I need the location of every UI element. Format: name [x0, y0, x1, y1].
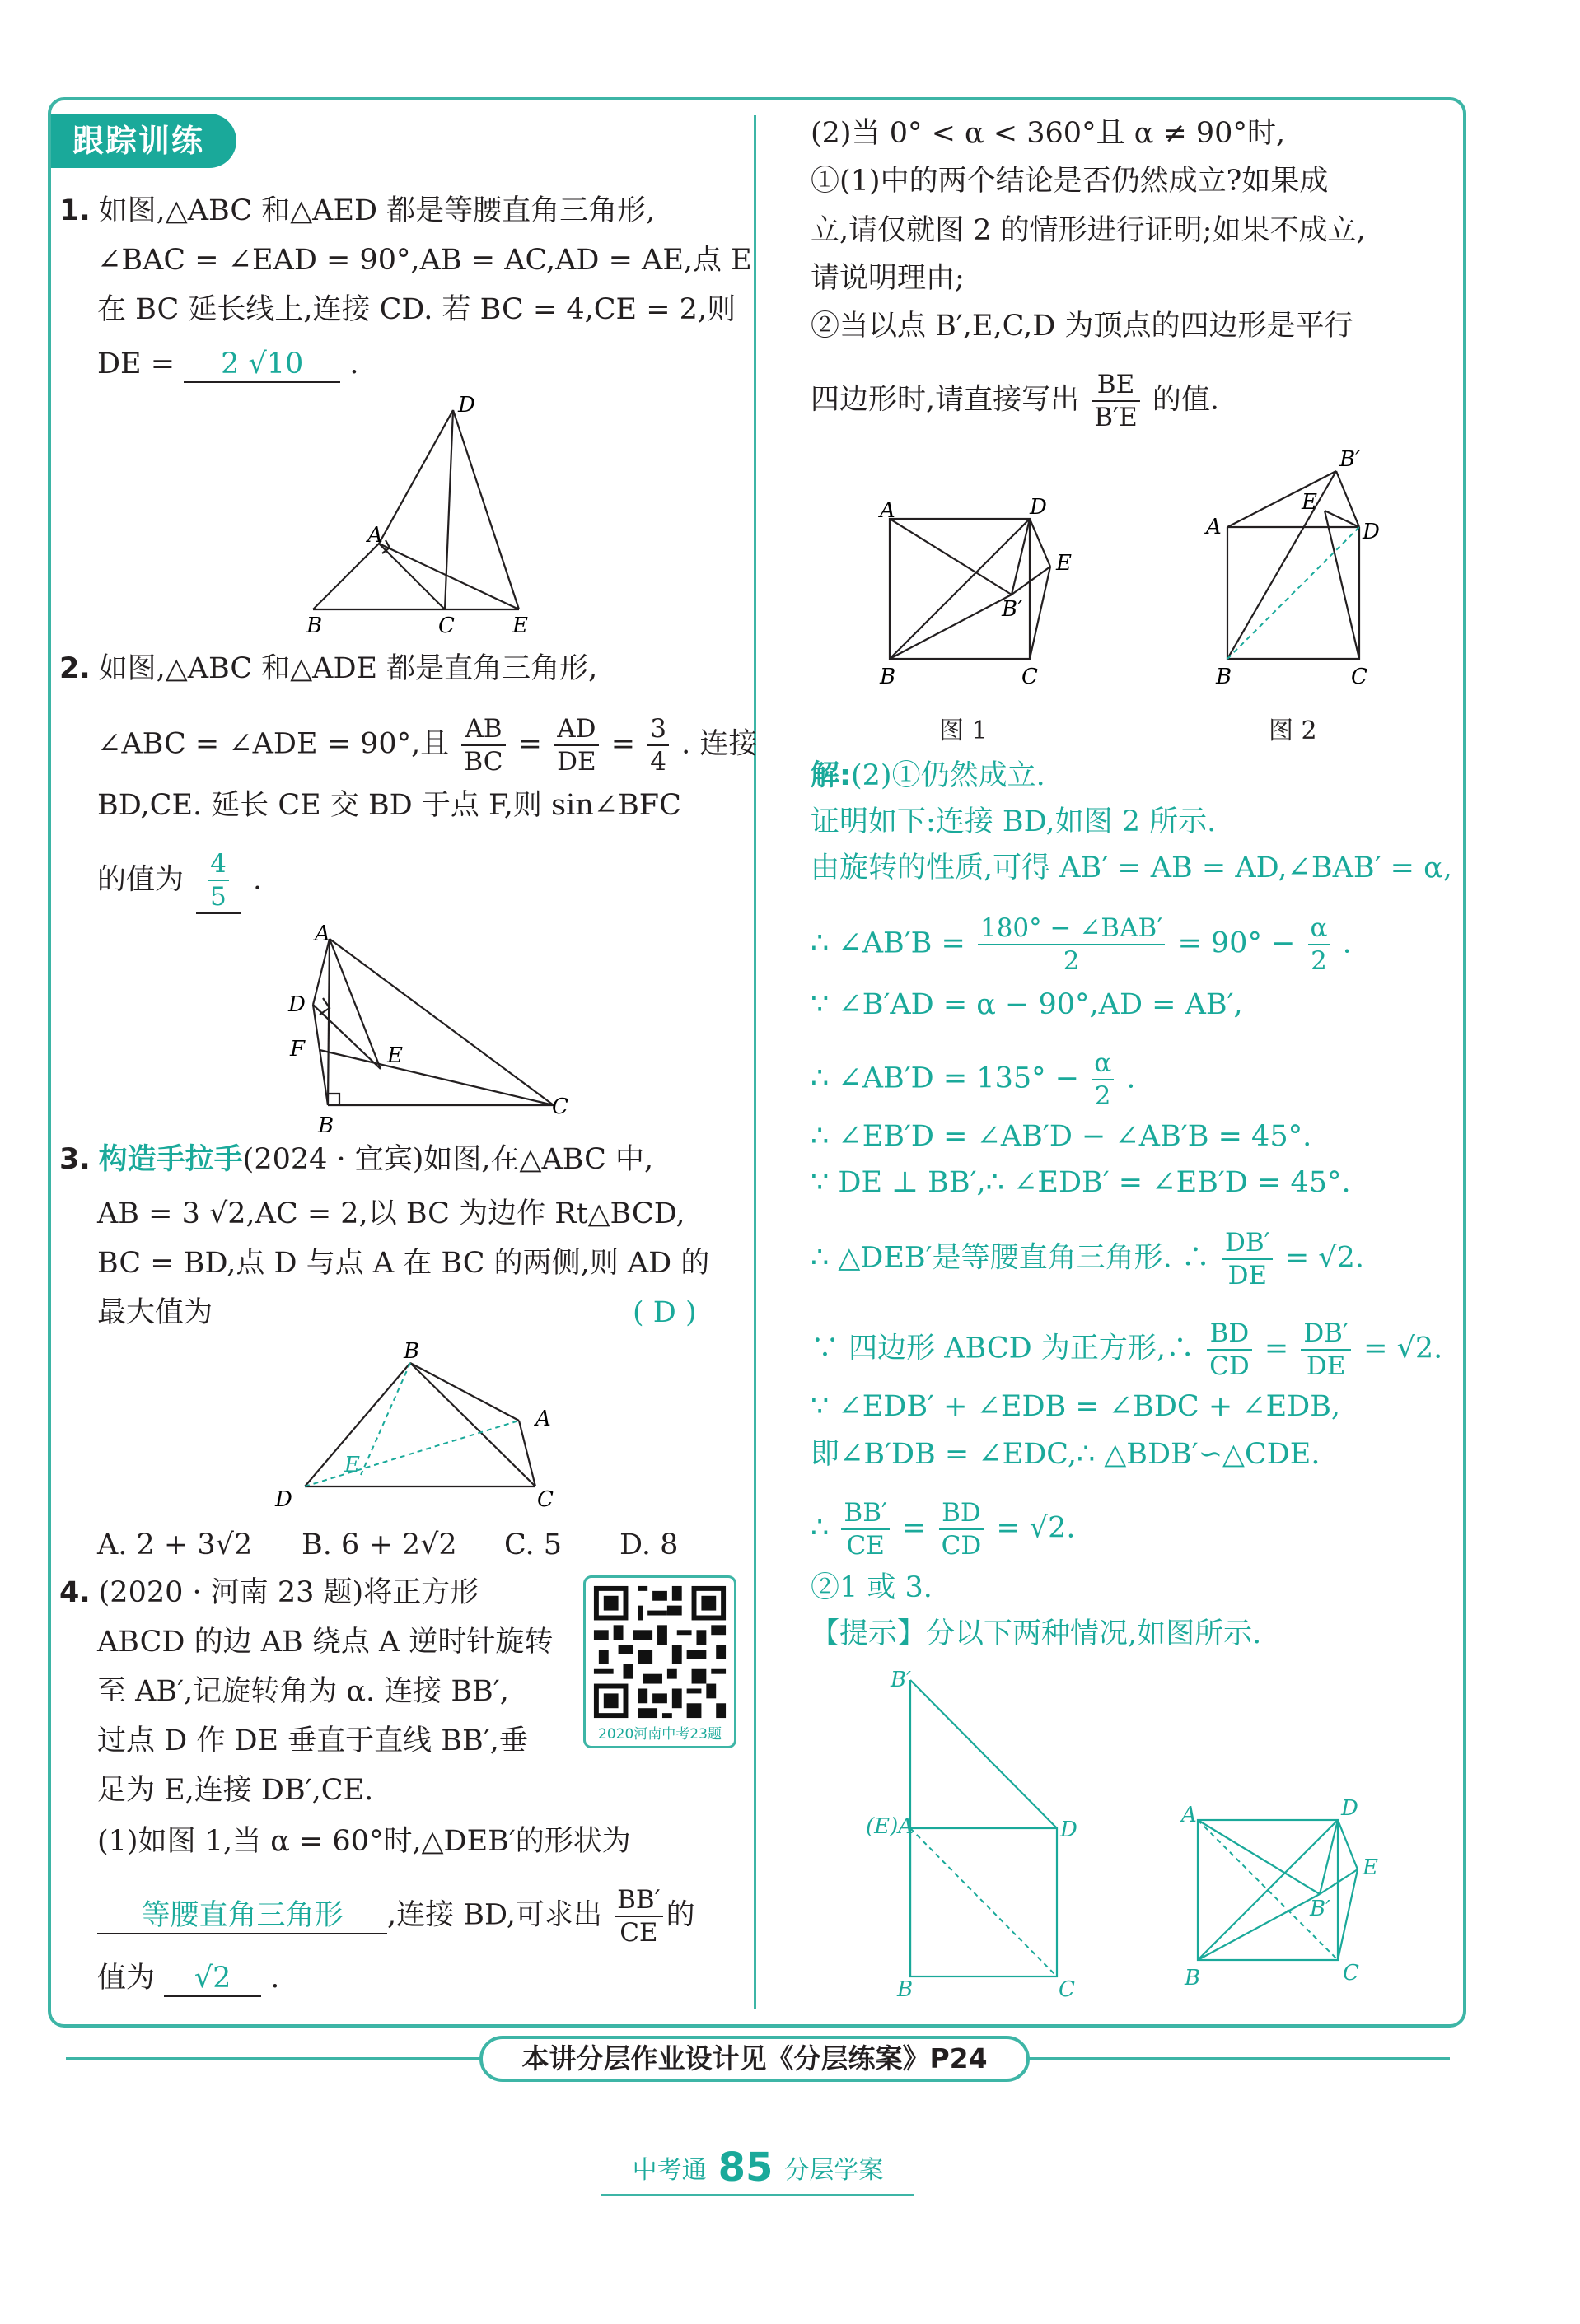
qr-code[interactable]	[583, 1575, 736, 1748]
sol-9-post: = √2.	[1284, 1241, 1364, 1275]
q3-figure	[272, 1338, 568, 1515]
q1-label-e: E	[512, 614, 528, 638]
q3-number: 3.	[59, 1143, 91, 1176]
sol-hint-text: 分以下两种情况,如图所示.	[926, 1617, 1262, 1650]
sol-9-frac	[1222, 1227, 1273, 1291]
q4-part1-mid: ,连接 BD,可求出	[387, 1898, 602, 1932]
q4-part1-line-2	[97, 1884, 695, 1948]
sol-line-14: ②1 或 3.	[811, 1571, 933, 1604]
sol-4-mid: = 90° −	[1177, 926, 1296, 960]
fig2-caption: 图 2	[1269, 716, 1317, 745]
q4-text-3: 至 AB′,记旋转角为 α. 连接 BB′,	[97, 1675, 509, 1708]
footer-left: 中考通	[632, 2156, 707, 2185]
q1-label-d: D	[458, 393, 475, 418]
sol-6-frac-num: α	[1092, 1048, 1114, 1080]
sol-4-frac2-num: α	[1308, 912, 1330, 945]
q2-label-d: D	[288, 992, 306, 1017]
sol-hint-head: 【提示】	[811, 1617, 927, 1650]
fig2	[1194, 436, 1425, 692]
q2-label-c: C	[552, 1094, 568, 1119]
q1-text-3: 在 BC 延长线上,连接 CD. 若 BC = 4,CE = 2,则	[97, 293, 736, 326]
reference-pill: 本讲分层作业设计见《分层练案》P24	[479, 2036, 1030, 2082]
sol-13-pre: ∴	[811, 1511, 830, 1545]
q3-label-b: B	[404, 1339, 420, 1364]
q4-value-answer: √2	[164, 1961, 261, 1997]
sol-13-frac2-num: BD	[939, 1497, 984, 1530]
hint2-label-b: B	[1185, 1966, 1201, 1990]
q1-suffix: .	[349, 348, 359, 380]
sol-line-7: ∴ ∠EB′D = ∠AB′D − ∠AB′B = 45°.	[811, 1120, 1312, 1153]
q3-option-d: D. 8	[619, 1528, 679, 1561]
sol-line-9	[811, 1227, 1364, 1291]
sol-4-frac2	[1308, 912, 1330, 977]
q2-f3-den: 4	[650, 747, 666, 777]
q1-number: 1.	[59, 194, 91, 227]
sol-line-11: ∵ ∠EDB′ + ∠EDB = ∠BDC + ∠EDB,	[811, 1390, 1341, 1423]
sol-line-5: ∵ ∠B′AD = α − 90°,AD = AB′,	[811, 988, 1243, 1021]
sol-13-eq: =	[902, 1511, 927, 1545]
q2-f1-num: AB	[461, 713, 505, 746]
sol-10-frac2-den: DE	[1306, 1351, 1346, 1381]
page-number: 85	[718, 2144, 774, 2191]
q1-line-4	[97, 344, 358, 384]
q4-part2-l2: ①(1)中的两个结论是否仍然成立?如果成	[811, 165, 1329, 198]
sol-10-post: = √2.	[1363, 1332, 1443, 1365]
q3-text-1: (2024 · 宜宾)如图,在△ABC 中,	[242, 1143, 654, 1176]
q2-label-a: A	[315, 922, 330, 946]
q4-part1-post: 的	[666, 1898, 695, 1932]
q4-frac-den: CE	[619, 1918, 658, 1948]
sol-head: 解:	[811, 759, 851, 792]
sol-6-frac	[1092, 1048, 1114, 1112]
sol-line-1	[811, 756, 1045, 796]
sol-line-8: ∵ DE ⊥ BB′,∴ ∠EDB′ = ∠EB′D = 45°.	[811, 1166, 1351, 1199]
sol-text-1: (2)①仍然成立.	[851, 759, 1045, 792]
sol-line-2: 证明如下:连接 BD,如图 2 所示.	[811, 805, 1217, 838]
fig1-label-b: B	[880, 665, 896, 689]
q4-part2-l4: 请说明理由;	[811, 262, 965, 295]
q2-text-2b: . 连接	[681, 727, 758, 761]
sol-6-frac-den: 2	[1094, 1081, 1111, 1111]
qr-caption: 2020河南中考23题	[598, 1726, 722, 1743]
fig1	[865, 486, 1096, 692]
fig1-label-bp: B′	[1002, 597, 1023, 622]
sol-9-pre: ∴ △DEB′是等腰直角三角形. ∴	[811, 1241, 1210, 1275]
q1-answer: 2 √10	[184, 347, 340, 383]
q2-f2-den: DE	[557, 747, 596, 777]
fig1-label-e: E	[1056, 551, 1072, 576]
q3-label-c: C	[537, 1487, 554, 1512]
q4-part2-frac-den: B′E	[1094, 403, 1138, 432]
sol-10-frac2	[1301, 1318, 1351, 1382]
q4-part2-l6	[811, 369, 1219, 433]
q2-line-2	[97, 713, 757, 777]
q1-label-c: C	[438, 614, 455, 638]
q4-part1-text: (1)如图 1,当 α = 60°时,△DEB′的形状为	[97, 1825, 631, 1858]
q3-option-b: B. 6 + 2√2	[302, 1528, 457, 1561]
hint1-label-ea: (E)A	[866, 1814, 914, 1839]
q4-text-5: 足为 E,连接 DB′,CE.	[97, 1774, 374, 1807]
hint-figure-1	[861, 1664, 1108, 2009]
q3-text-2: AB = 3 √2,AC = 2,以 BC 为边作 Rt△BCD,	[97, 1197, 685, 1230]
hint2-label-c: C	[1343, 1961, 1359, 1986]
fig1-label-a: A	[880, 498, 895, 523]
q4-part2-l3: 立,请仅就图 2 的情形进行证明;如果不成立,	[811, 214, 1366, 247]
q2-frac-ab-bc	[461, 713, 505, 777]
sol-13-frac-num: BB′	[841, 1497, 890, 1530]
q2-eq-2: =	[610, 727, 636, 761]
q2-figure	[264, 922, 577, 1136]
q4-value-prefix: 值为	[97, 1962, 156, 1995]
q1-text-1: 如图,△ABC 和△AED 都是等腰直角三角形,	[98, 194, 656, 227]
q3-label-a: A	[535, 1407, 551, 1431]
q2-text-2: ∠ABC = ∠ADE = 90°,且	[97, 727, 450, 761]
q1-label-a: A	[367, 523, 383, 548]
hint1-label-b: B	[897, 1977, 914, 2002]
sol-line-6	[811, 1048, 1135, 1112]
q4-part2-l5: ②当以点 B′,E,C,D 为顶点的四边形是平行	[811, 310, 1353, 343]
sol-13-frac-den: CE	[846, 1531, 885, 1561]
q3-label-e: E	[344, 1453, 360, 1477]
sol-line-13	[811, 1497, 1076, 1561]
hint2-label-a: A	[1181, 1803, 1197, 1827]
q2-label-f: F	[290, 1037, 306, 1062]
q2-line-1	[59, 649, 597, 688]
q2-f3-num: 3	[647, 713, 669, 746]
sol-10-frac-den: CD	[1209, 1351, 1250, 1381]
hint2-label-e: E	[1363, 1855, 1378, 1880]
q2-frac-ad-de	[554, 713, 598, 777]
q2-text-4b: .	[253, 863, 263, 897]
sol-13-post: = √2.	[996, 1511, 1076, 1545]
q2-text-1: 如图,△ABC 和△ADE 都是直角三角形,	[98, 652, 598, 685]
sol-6-post: .	[1126, 1062, 1136, 1095]
sol-10-frac-num: BD	[1207, 1318, 1252, 1351]
q4-text-2: ABCD 的边 AB 绕点 A 逆时针旋转	[97, 1626, 554, 1659]
q4-frac-num: BB′	[615, 1884, 663, 1917]
q2-label-b: B	[318, 1113, 334, 1136]
q3-text-3: BC = BD,点 D 与点 A 在 BC 的两侧,则 AD 的	[97, 1247, 710, 1280]
q2-line-4	[97, 848, 262, 914]
sol-13-frac2-den: CD	[941, 1531, 982, 1561]
sol-4-frac-den: 2	[1063, 946, 1080, 976]
q3-label-d: D	[275, 1487, 292, 1512]
sol-4-frac2-den: 2	[1311, 946, 1327, 976]
fig2-label-a: A	[1206, 515, 1222, 539]
sol-line-3: 由旋转的性质,可得 AB′ = AB = AD,∠BAB′ = α,	[811, 852, 1452, 884]
hint1-label-c: C	[1059, 1977, 1075, 2002]
q3-option-c: C. 5	[504, 1528, 563, 1561]
q2-number: 2.	[59, 652, 91, 685]
q1-line-1	[59, 191, 655, 231]
sol-9-frac-den: DE	[1227, 1261, 1268, 1290]
sol-13-frac	[841, 1497, 890, 1561]
sol-4-frac	[978, 912, 1165, 977]
q4-part2-frac	[1092, 369, 1139, 433]
fig2-label-bp: B′	[1339, 447, 1361, 472]
sol-4-frac-num: 180° − ∠BAB′	[978, 912, 1165, 945]
sol-line-12: 即∠B′DB = ∠EDC,∴ △BDB′∽△CDE.	[811, 1438, 1321, 1471]
q1-figure	[297, 387, 544, 642]
q2-text-3: BD,CE. 延长 CE 交 BD 于点 F,则 sin∠BFC	[97, 789, 681, 822]
q2-ans-den: 5	[210, 882, 227, 912]
hint-figure-2	[1170, 1787, 1417, 2001]
q4-part1-answer: 等腰直角三角形	[97, 1898, 387, 1934]
q4-line-1	[59, 1573, 479, 1612]
sol-4-post: .	[1342, 926, 1352, 960]
q3-line-1	[59, 1140, 653, 1179]
page-footer	[601, 2144, 914, 2196]
q1-prefix: DE =	[97, 348, 175, 380]
q2-eq-1: =	[517, 727, 542, 761]
sol-10-pre: ∵ 四边形 ABCD 为正方形,∴	[811, 1332, 1194, 1365]
q4-text-1: (2020 · 河南 23 题)将正方形	[98, 1576, 479, 1609]
q3-keyword: 构造手拉手	[98, 1143, 243, 1176]
sol-10-eq: =	[1264, 1332, 1289, 1365]
q2-answer	[196, 848, 241, 914]
fig2-label-e: E	[1302, 490, 1317, 515]
fig1-caption: 图 1	[939, 716, 988, 745]
column-divider	[754, 115, 756, 2009]
q3-text-4: 最大值为	[97, 1296, 213, 1329]
q4-number: 4.	[59, 1576, 91, 1609]
q3-choice: ( D )	[633, 1296, 697, 1329]
sol-hint	[811, 1614, 1261, 1654]
q4-text-4: 过点 D 作 DE 垂直于直线 BB′,垂	[97, 1724, 528, 1757]
hint2-label-d: D	[1341, 1796, 1358, 1821]
hint1-label-bp: B′	[891, 1668, 912, 1692]
q1-label-b: B	[306, 614, 323, 638]
sol-13-frac2	[939, 1497, 984, 1561]
q4-part2-l1: (2)当 0° < α < 360°且 α ≠ 90°时,	[811, 117, 1286, 150]
q3-option-a: A. 2 + 3√2	[97, 1528, 253, 1561]
sol-10-frac	[1207, 1318, 1252, 1382]
fig2-label-b: B	[1216, 665, 1232, 689]
q2-label-e: E	[387, 1043, 403, 1068]
sol-9-frac-num: DB′	[1222, 1227, 1273, 1260]
sol-6-pre: ∴ ∠AB′D = 135° −	[811, 1062, 1080, 1095]
q4-frac-bb-ce	[615, 1884, 663, 1948]
hint1-label-d: D	[1060, 1818, 1077, 1842]
q2-f2-num: AD	[554, 713, 598, 746]
q4-part2-l6-text: 四边形时,请直接写出	[811, 383, 1080, 417]
q1-text-2: ∠BAC = ∠EAD = 90°,AB = AC,AD = AE,点 E	[97, 244, 752, 277]
sol-line-4	[811, 912, 1352, 977]
q4-part2-l6-post: 的值.	[1152, 383, 1220, 417]
q4-part2-frac-num: BE	[1092, 369, 1139, 402]
q2-text-4: 的值为	[97, 863, 185, 897]
q4-value-suffix: .	[270, 1962, 280, 1995]
hint2-label-bp: B′	[1310, 1897, 1331, 1921]
sol-line-10	[811, 1318, 1442, 1382]
q4-part1-line-3	[97, 1958, 279, 1998]
qr-code-icon	[589, 1581, 731, 1723]
sol-4-pre: ∴ ∠AB′B =	[811, 926, 965, 960]
fig2-label-d: D	[1363, 520, 1380, 544]
q2-frac-3-4	[647, 713, 669, 777]
q2-f1-den: BC	[464, 747, 503, 777]
footer-right: 分层学案	[784, 2156, 884, 2185]
sol-10-frac2-num: DB′	[1301, 1318, 1351, 1351]
q2-ans-num: 4	[208, 848, 229, 881]
fig1-label-c: C	[1021, 665, 1038, 689]
fig1-label-d: D	[1030, 495, 1047, 520]
section-tag: 跟踪训练	[51, 114, 236, 168]
fig2-label-c: C	[1351, 665, 1367, 689]
